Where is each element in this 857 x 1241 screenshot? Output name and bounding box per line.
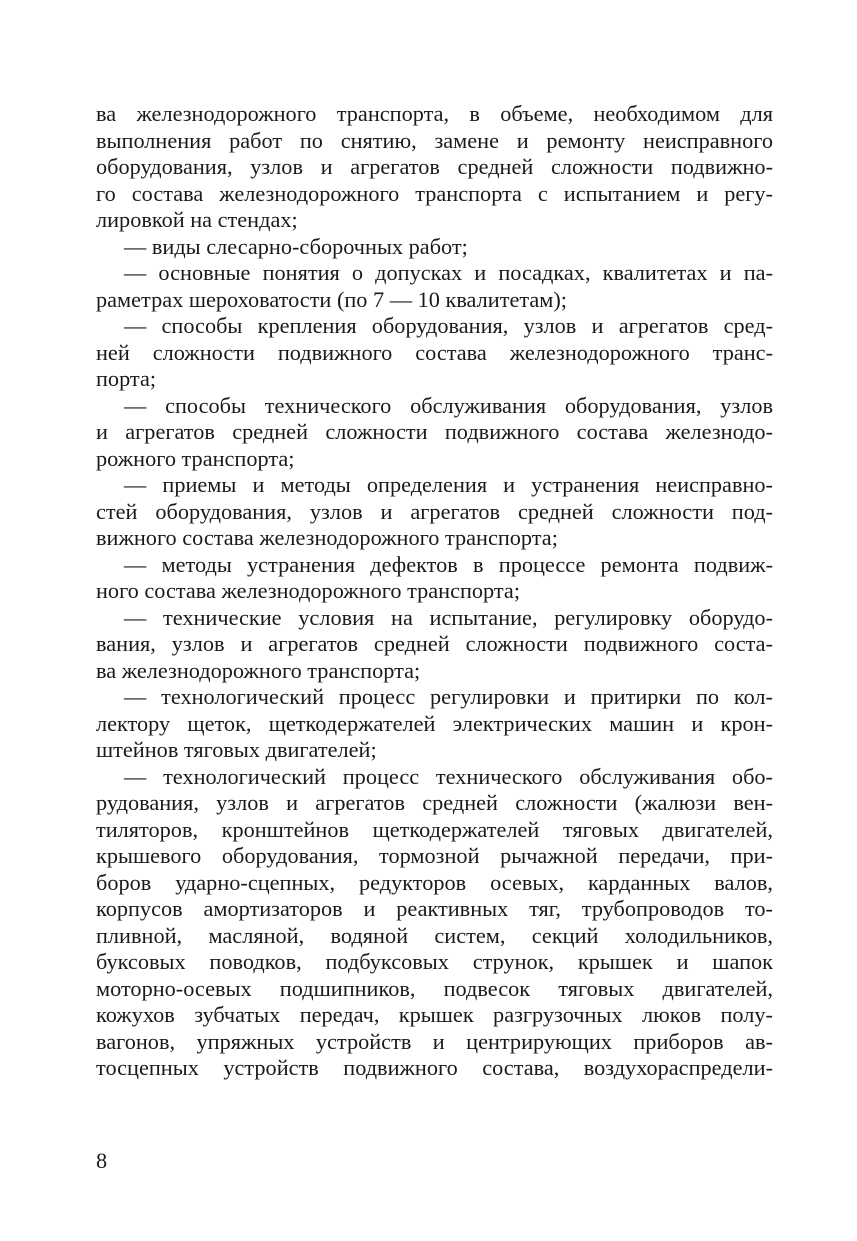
list-item-first-line: — технологический процесс технического обслуживания обо- xyxy=(124,763,773,789)
list-item-first-line: — методы устранения дефектов в процессе ремонта подвиж- xyxy=(124,551,773,577)
text-line: вания, узлов и агрегатов средней сложности подвижного соста- xyxy=(96,631,773,656)
text-line: рожного транспорта; xyxy=(96,445,295,471)
list-item-first-line: — приемы и методы определения и устранения неисправно- xyxy=(124,472,773,497)
text-line: лировкой на стендах; xyxy=(96,207,298,232)
text-line: боров ударно-сцепных, редукторов осевых, карданных валов, xyxy=(96,869,773,895)
text-line: корпусов амортизаторов и реактивных тяг, трубопроводов то- xyxy=(96,896,773,921)
list-item-first-line: — способы крепления оборудования, узлов и агрегатов сред- xyxy=(124,313,773,338)
text-line: ва железнодорожного транспорта; xyxy=(96,657,421,683)
text-line: кожухов зубчатых передач, крышек разгрузочных люков полу- xyxy=(96,1002,773,1027)
text-line: ней сложности подвижного состава железнодорожного транс- xyxy=(96,339,773,365)
text-line: штейнов тяговых двигателей; xyxy=(96,737,377,762)
list-item-first-line: — виды слесарно-сборочных работ; xyxy=(124,233,468,259)
text-line: крышевого оборудования, тормозной рычажной передачи, при- xyxy=(96,843,773,868)
body-text xyxy=(96,101,773,1082)
text-line: вагонов, упряжных устройств и центрирующих приборов ав- xyxy=(96,1028,773,1054)
text-line: моторно-осевых подшипников, подвесок тяговых двигателей, xyxy=(96,975,773,1001)
text-line: ва железнодорожного транспорта, в объеме, необходимом для xyxy=(96,101,773,126)
text-line: го состава железнодорожного транспорта с испытанием и регу- xyxy=(96,180,773,206)
text-line: ного состава железнодорожного транспорта; xyxy=(96,578,521,603)
text-line: и агрегатов средней сложности подвижного состава железнодо- xyxy=(96,419,773,444)
text-line: оборудования, узлов и агрегатов средней сложности подвижно- xyxy=(96,154,773,179)
text-line: рудования, узлов и агрегатов средней сложности (жалюзи вен- xyxy=(96,790,773,815)
text-line: пливной, масляной, водяной систем, секций холодильников, xyxy=(96,922,773,948)
text-line: стей оборудования, узлов и агрегатов средней сложности под- xyxy=(96,498,773,524)
text-line: вижного состава железнодорожного транспорта; xyxy=(96,525,558,550)
text-line: лектору щеток, щеткодержателей электрических машин и крон- xyxy=(96,710,773,736)
list-item-first-line: — основные понятия о допусках и посадках, квалитетах и па- xyxy=(124,260,773,285)
text-line: порта; xyxy=(96,366,157,391)
list-item-first-line: — технологический процесс регулировки и притирки по кол- xyxy=(124,684,773,709)
page-number: 8 xyxy=(96,1148,108,1173)
text-line: выполнения работ по снятию, замене и ремонту неисправного xyxy=(96,127,773,153)
text-line: буксовых поводков, подбуксовых струнок, крышек и шапок xyxy=(96,949,773,974)
text-line: тиляторов, кронштейнов щеткодержателей тяговых двигателей, xyxy=(96,816,773,842)
list-item-first-line: — способы технического обслуживания оборудования, узлов xyxy=(124,392,773,418)
text-line: тосцепных устройств подвижного состава, воздухораспредели- xyxy=(96,1055,773,1080)
list-item-first-line: — технические условия на испытание, регулировку оборудо- xyxy=(124,604,773,630)
text-line: раметрах шероховатости (по 7 — 10 квалитетам); xyxy=(96,286,567,312)
